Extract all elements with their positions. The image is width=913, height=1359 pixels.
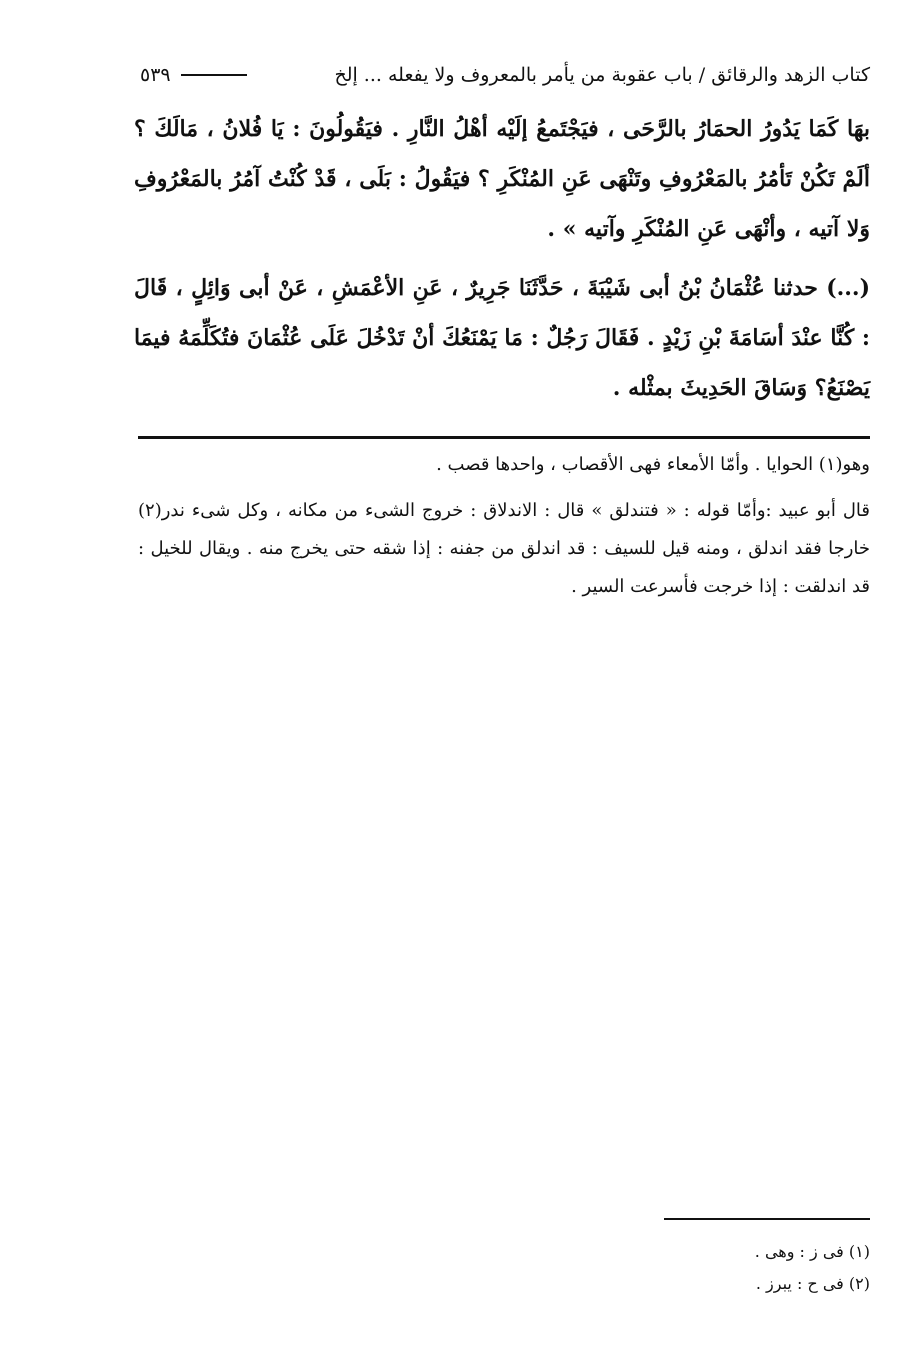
commentary-line-1: وهو(١) الحوايا . وأمّا الأمعاء فهى الأقصاب ، واحدها قصب .	[436, 454, 870, 475]
running-header	[140, 58, 870, 92]
footnotes	[600, 1236, 870, 1300]
hadith-paragraph-2: (...) حدثنا عُثْمَانُ بْنُ أبى شَيْبَةَ ، حَدَّثَنَا جَرِيرٌ ، عَنِ الأعْمَشِ ، عَنْ أبى وَائِلٍ ، قَالَ : كُنَّا عنْدَ أسَامَةَ بْنِ زَيْدٍ . فَقَالَ رَجُلٌ : مَا يَمْنَعُكَ أنْ تَدْخُلَ عَلَى عُثْمَانَ فتُكَلِّمَهُ فيمَا يَصْنَعُ؟ وَسَاقَ الحَدِيثَ بمثْله .	[134, 275, 870, 401]
commentary-divider	[138, 436, 870, 439]
commentary-paragraph-2: قال أبو عبيد :وأمّا قوله : « فتندلق » قال : الاندلاق : خروج الشىء من مكانه ، وكل شىء ندر(٢) خارجا فقد اندلق ، ومنه قيل للسيف : قد اندلق من جفنه : إذا شقه حتى يخرج منه . ويقال للخيل : قد اندلقت : إذا خرجت فأسرعت السير .	[138, 500, 870, 597]
footnote-divider	[664, 1218, 870, 1220]
page-number: ٥٣٩	[140, 64, 171, 86]
header-rule	[181, 74, 247, 76]
footnote-2: (٢) فى ح : يبرز .	[755, 1274, 870, 1293]
header-page-group	[140, 64, 247, 86]
header-title: كتاب الزهد والرقائق / باب عقوبة من يأمر بالمعروف ولا يفعله ... إلخ	[334, 64, 870, 86]
hadith-paragraph-1: بهَا كَمَا يَدُورُ الحمَارُ بالرَّحَى ، فيَجْتَمعُ إلَيْه أهْلُ النَّارِ . فيَقُولُونَ : يَا فُلانُ ، مَالَكَ ؟ ألَمْ تَكُنْ تَأمُرُ بالمَعْرُوفِ وتَنْهَى عَنِ المُنْكَرِ ؟ فيَقُولُ : بَلَى ، قَدْ كُنْتُ آمُرُ بالمَعْرُوفِ وَلا آتيه ، وأنْهَى عَنِ المُنْكَرِ وآتيه » .	[134, 116, 870, 242]
footnote-1: (١) فى ز : وهى .	[754, 1242, 870, 1261]
